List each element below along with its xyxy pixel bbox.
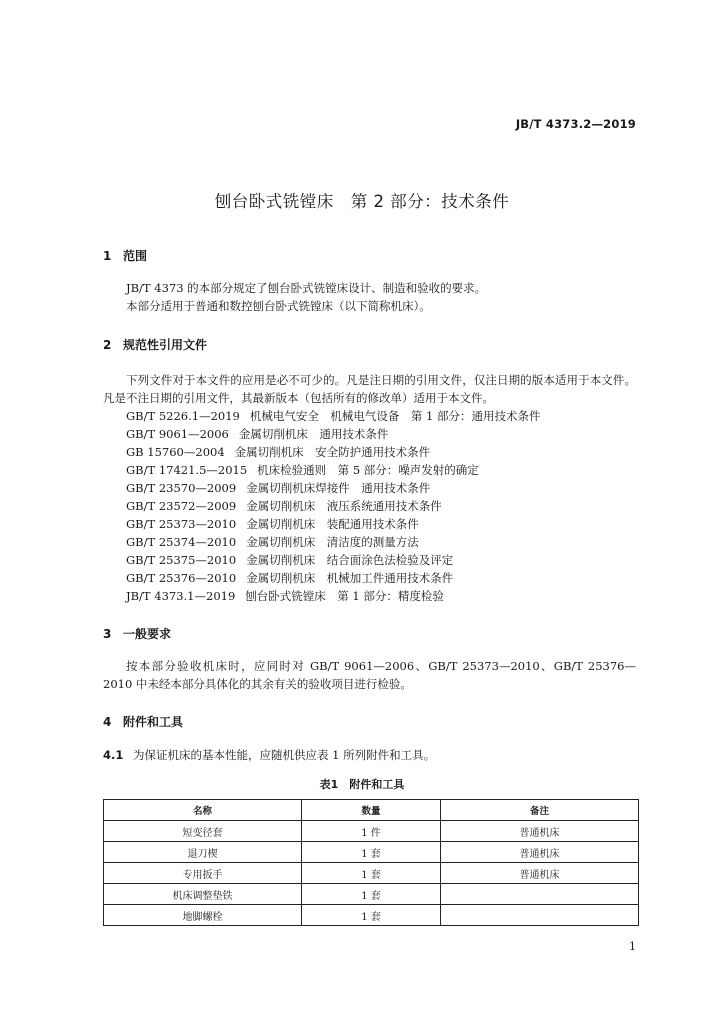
section-title: 一般要求	[123, 627, 172, 641]
reference-code: GB/T 17421.5—2015	[126, 463, 248, 477]
table-cell: 短变径套	[104, 821, 302, 842]
section-number: 1	[103, 249, 112, 263]
table-cell: 1 套	[301, 863, 440, 884]
section-4-heading	[103, 713, 183, 730]
section-1-heading	[103, 247, 147, 264]
clause-text: 为保证机床的基本性能，应随机供应表 1 所列附件和工具。	[133, 748, 436, 762]
reference-item	[126, 425, 540, 443]
section-number: 2	[103, 338, 112, 352]
section-title: 规范性引用文件	[123, 338, 208, 352]
table-cell	[441, 905, 639, 926]
section-1-paragraph-1: JB/T 4373 的本部分规定了刨台卧式铣镗床设计、制造和验收的要求。	[126, 281, 487, 295]
reference-item	[126, 479, 540, 497]
table-row	[104, 884, 639, 905]
reference-title: 金属切削机床 装配通用技术条件	[246, 517, 419, 531]
reference-item	[126, 443, 540, 461]
reference-title: 金属切削机床焊接件 通用技术条件	[246, 481, 431, 495]
reference-title: 金属切削机床 液压系统通用技术条件	[246, 499, 442, 513]
table-row	[104, 905, 639, 926]
table-cell	[441, 884, 639, 905]
table-row	[104, 863, 639, 884]
table-cell: 1 套	[301, 842, 440, 863]
reference-title: 金属切削机床 结合面涂色法检验及评定	[246, 553, 454, 567]
table-cell: 1 套	[301, 884, 440, 905]
section-number: 3	[103, 627, 112, 641]
reference-item	[126, 515, 540, 533]
reference-title: 刨台卧式铣镗床 第 1 部分：精度检验	[245, 589, 444, 603]
table-cell: 1 件	[301, 821, 440, 842]
clause-number: 4.1	[103, 748, 124, 762]
reference-title: 金属切削机床 机械加工件通用技术条件	[246, 571, 454, 585]
reference-item	[126, 587, 540, 605]
section-3-paragraph: 按本部分验收机床时，应同时对 GB/T 9061—2006、GB/T 25373—2010、GB/T 25376—2010 中未经本部分具体化的其余有关的验收项目进行检验。	[103, 659, 636, 691]
reference-code: GB/T 25374—2010	[126, 535, 237, 549]
section-title: 范围	[123, 249, 148, 263]
table-cell: 退刀楔	[104, 842, 302, 863]
reference-code: GB/T 25375—2010	[126, 553, 237, 567]
table-cell: 普通机床	[441, 821, 639, 842]
table-caption: 表1 附件和工具	[319, 778, 405, 791]
table-cell: 1 套	[301, 905, 440, 926]
column-header-name: 名称	[104, 800, 302, 821]
reference-code: GB/T 23572—2009	[126, 499, 237, 513]
reference-title: 金属切削机床 清洁度的测量方法	[246, 535, 419, 549]
page-number: 1	[629, 940, 636, 953]
standard-code: JB/T 4373.2—2019	[515, 117, 636, 131]
reference-item	[126, 551, 540, 569]
section-1-paragraph-2: 本部分适用于普通和数控刨台卧式铣镗床（以下简称机床）。	[126, 299, 431, 313]
document-title: 刨台卧式铣镗床 第 2 部分：技术条件	[214, 192, 510, 211]
reference-title: 机械电气安全 机械电气设备 第 1 部分：通用技术条件	[249, 409, 541, 423]
reference-title: 金属切削机床 安全防护通用技术条件	[234, 445, 431, 459]
reference-title: 金属切削机床 通用技术条件	[238, 427, 389, 441]
column-header-quantity: 数量	[301, 800, 440, 821]
reference-item	[126, 497, 540, 515]
reference-list	[126, 407, 540, 605]
section-number: 4	[103, 715, 112, 729]
reference-item	[126, 533, 540, 551]
clause-4-1	[103, 747, 435, 763]
table-row	[104, 842, 639, 863]
reference-code: GB 15760—2004	[126, 445, 225, 459]
section-2-heading	[103, 336, 207, 353]
reference-item	[126, 407, 540, 425]
table-row	[104, 821, 639, 842]
reference-code: GB/T 25373—2010	[126, 517, 237, 531]
reference-code: GB/T 25376—2010	[126, 571, 237, 585]
column-header-remark: 备注	[441, 800, 639, 821]
reference-title: 机床检验通则 第 5 部分：噪声发射的确定	[257, 463, 479, 477]
reference-code: GB/T 9061—2006	[126, 427, 229, 441]
table-cell: 普通机床	[441, 863, 639, 884]
reference-item	[126, 461, 540, 479]
table-cell: 机床调整垫铁	[104, 884, 302, 905]
section-3-heading	[103, 625, 171, 642]
accessories-table	[103, 799, 639, 926]
table-cell: 专用扳手	[104, 863, 302, 884]
reference-code: GB/T 23570—2009	[126, 481, 237, 495]
reference-item	[126, 569, 540, 587]
reference-code: GB/T 5226.1—2019	[126, 409, 240, 423]
section-title: 附件和工具	[123, 715, 184, 729]
table-cell: 普通机床	[441, 842, 639, 863]
reference-code: JB/T 4373.1—2019	[126, 589, 236, 603]
table-cell: 地脚螺栓	[104, 905, 302, 926]
table-header-row	[104, 800, 639, 821]
section-2-intro: 下列文件对于本文件的应用是必不可少的。凡是注日期的引用文件，仅注日期的版本适用于本文件。凡是不注日期的引用文件，其最新版本（包括所有的修改单）适用于本文件。	[103, 373, 636, 405]
